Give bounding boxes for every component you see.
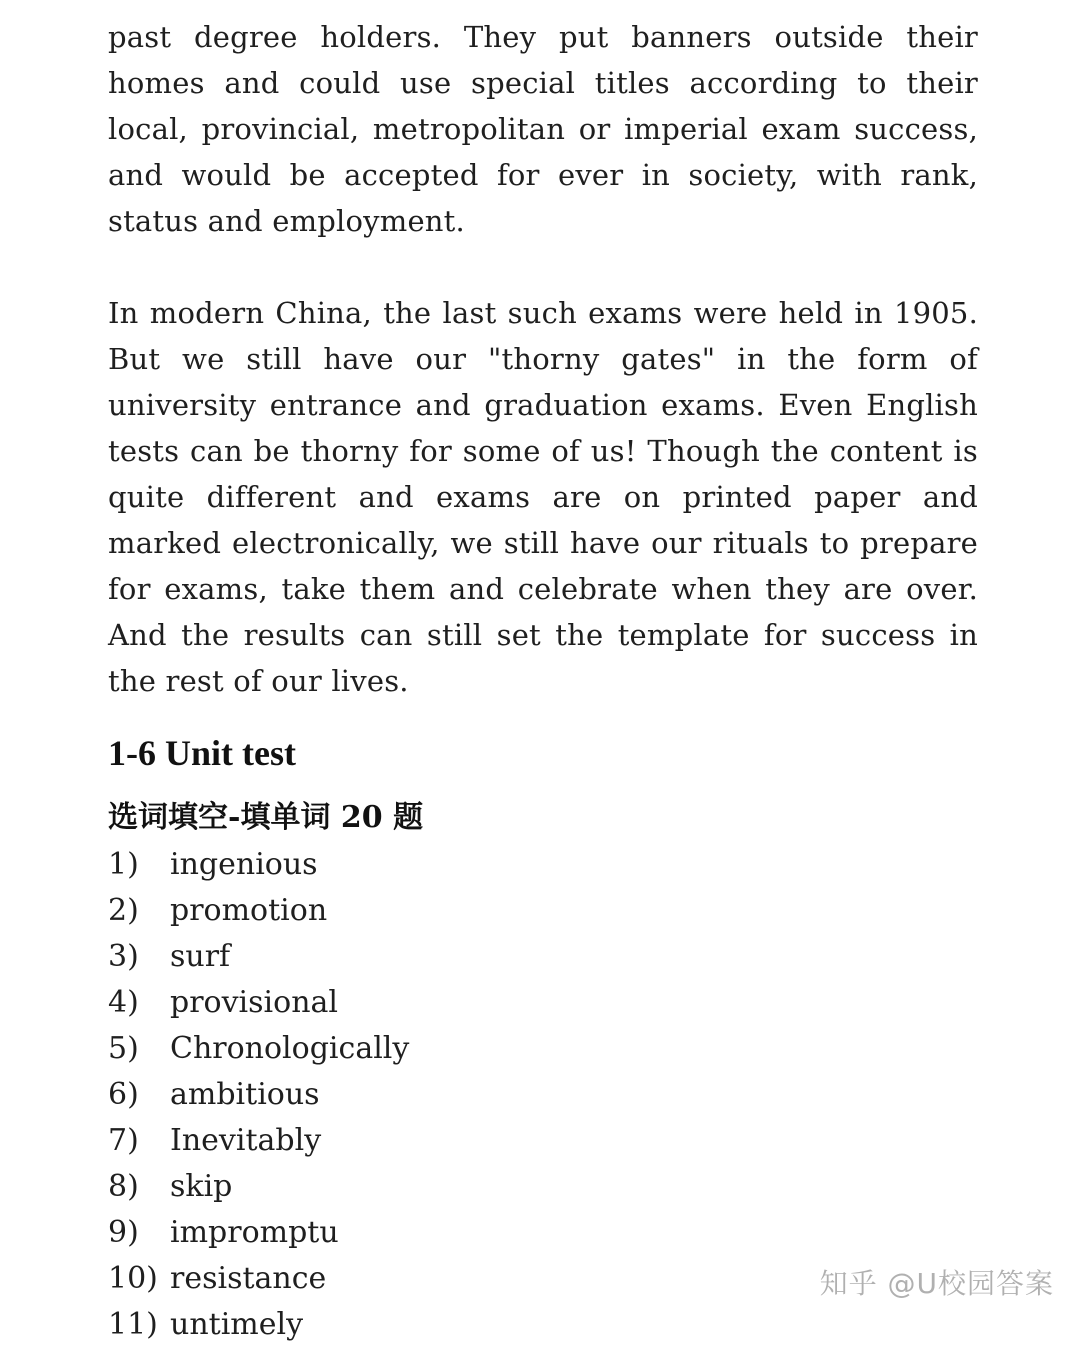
answer-item — [108, 1164, 978, 1210]
answer-item — [108, 842, 978, 888]
answer-number: 4) — [108, 985, 139, 1020]
answer-number: 1) — [108, 847, 139, 882]
answer-item — [108, 980, 978, 1026]
answer-item — [108, 888, 978, 934]
answer-number: 3) — [108, 939, 139, 974]
answer-word: resistance — [170, 1261, 327, 1296]
answer-number: 10) — [108, 1261, 158, 1296]
paragraph-1: past degree holders. They put banners outside their homes and could use special titles according to their local, provincial, metropolitan or imperial exam success, and would be accepted for ever in society, with rank, status and employment. — [108, 20, 978, 238]
answer-number: 8) — [108, 1169, 139, 1204]
section-subheading: 选词填空-填单词 20 题 — [108, 800, 424, 835]
answer-word: ingenious — [170, 847, 318, 882]
answer-item — [108, 1118, 978, 1164]
answer-number: 9) — [108, 1215, 139, 1250]
answer-item — [108, 1026, 978, 1072]
answer-item — [108, 934, 978, 980]
answer-word: impromptu — [170, 1215, 339, 1250]
answer-word: promotion — [170, 893, 328, 928]
section-heading: 1-6 Unit test — [108, 733, 296, 773]
answer-word: skip — [170, 1169, 233, 1204]
answer-item — [108, 1072, 978, 1118]
answer-number: 7) — [108, 1123, 139, 1158]
answer-number: 11) — [108, 1307, 158, 1342]
answer-word: provisional — [170, 985, 339, 1020]
answer-word: ambitious — [170, 1077, 320, 1112]
document-page — [108, 14, 978, 1348]
answer-item — [108, 1302, 978, 1348]
paragraph-2: In modern China, the last such exams were held in 1905. But we still have our "thorny gates" in the form of university entrance and graduation exams. Even English tests can be thorny for some of us! Though the content is quite different and exams are on printed paper and marked electronically, we still have our rituals to prepare for exams, take them and celebrate when they are over. And the results can still set the template for success in the rest of our lives. — [108, 296, 978, 698]
answer-word: untimely — [170, 1307, 304, 1342]
watermark: 知乎 @U校园答案 — [819, 1267, 1054, 1300]
answer-number: 2) — [108, 893, 139, 928]
answer-word: Inevitably — [170, 1123, 322, 1158]
answer-word: surf — [170, 939, 231, 974]
answer-word: Chronologically — [170, 1031, 410, 1066]
answer-number: 5) — [108, 1031, 139, 1066]
answer-item — [108, 1210, 978, 1256]
answer-number: 6) — [108, 1077, 139, 1112]
